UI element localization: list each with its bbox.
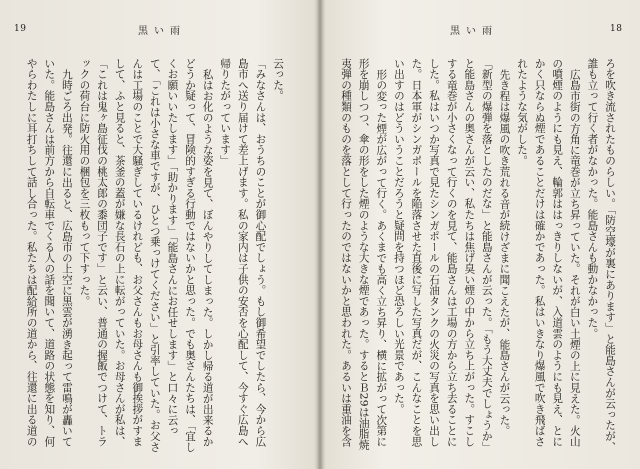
- right-page-body: [340, 58, 618, 453]
- left-paragraph-2: 「みなさんは、おうちのことが御心配でしょう。もし御希望でしたら、今から広島市へ送り届けて差上げます。私の家内は子供の安否を心配して、今すぐ広島へ帰りたがっています」: [219, 58, 267, 447]
- left-page-number: 19: [14, 24, 27, 34]
- right-running-head: 黒い雨: [450, 26, 498, 37]
- right-paragraph-3: 先き程は爆風の吹き荒れる音が続けざまに聞こえたが、能島さんが云った。: [498, 68, 511, 436]
- right-paragraph-4: 「新型の爆弾を落としたのだな」と能島さんが云った。「もう大丈夫でしょうか」と能島さんの奥さんが云い、私たちは焦げ臭い煙の中から立ち上がった。すこしする竜巻が小さくなって行くのを見て、能島さんは工場の方から立ち去ることにした。私はいつか写真で見たシンガポールの石油タンクの火災の写真を思い出した。日本軍がシンガポールを陥落させた直後に写した写真だが、こんなことを思い出すのはどういうことだろうと疑問を持つほど恐ろしい光景であった。: [392, 58, 493, 453]
- right-page-number: 18: [610, 24, 623, 34]
- left-paragraph-1: 云った。: [272, 58, 284, 102]
- right-page: [320, 0, 640, 469]
- book-gutter: [314, 0, 326, 469]
- left-running-head: 黒い雨: [138, 26, 186, 37]
- left-paragraph-3: 私はお化のような姿を見て、ぼんやりしてしまった。しかし帰る道が出来るかどうか疑って、冒険的すぎる行動ではないかと思った。でも奥さんたちは、「宜しくお願いいたします」「助かります」「能島さんにお任せします」と口々に云って、「これは小さな車ですが、ひとつ乗っけてください」と引率していた。お父さんは工場のことで大騒ぎしているけれども、お父さんもお母さんも御挨拶がすまして、ふと見ると、茶釜の蓋が嫌な長石の上に転がっていた。お母さんが私は、「これは鬼ヶ島征伐の桃太郎の黍団子です」と云い、普通の握飯でつけて、トラックの荷台に防火用の梱包を三枚もって下すった。: [78, 58, 214, 453]
- right-paragraph-2: 広島市街の方角に竜巻が立ち昇っていた。それが白い土煙の上に見えた。火山の噴煙のようにも見え、輪郭ははっきりしないが、入道雲のようにも見え、とにかく只ならぬ煙であることだけは確かであった。私はいきなり爆風で吹き飛ばされたような気がした。: [516, 58, 581, 447]
- right-paragraph-1: ろを吹き流されたものらしい。「防空壕が裏にあります」と能島さんが云ったが、誰も立って行く者がなかった。能島さんも動かなかった。: [586, 58, 616, 453]
- right-paragraph-5: 形の変った煙が広がって行く。あくまでも高く立ち昇り、横に拡がって次第に形を崩しつつ、傘の形をした煙のような大きな煙であった。するとＢ29は油脂焼夷弾の種類のものを落として行ったのではないかと思われた。あるいは重油を含: [340, 58, 388, 450]
- left-page-body: [24, 58, 286, 453]
- left-paragraph-4: 九時ごろ出発。往還に出ると、広島市の上空に黒雲が湧き起って雷鳴が轟いていた。能島さんは前方から自転車でくる人の話を聞いて、道路の状態を知り、何やらわたしに耳打ちして話し合った。私たちは配給所の道から、往還に出る道の: [25, 58, 73, 447]
